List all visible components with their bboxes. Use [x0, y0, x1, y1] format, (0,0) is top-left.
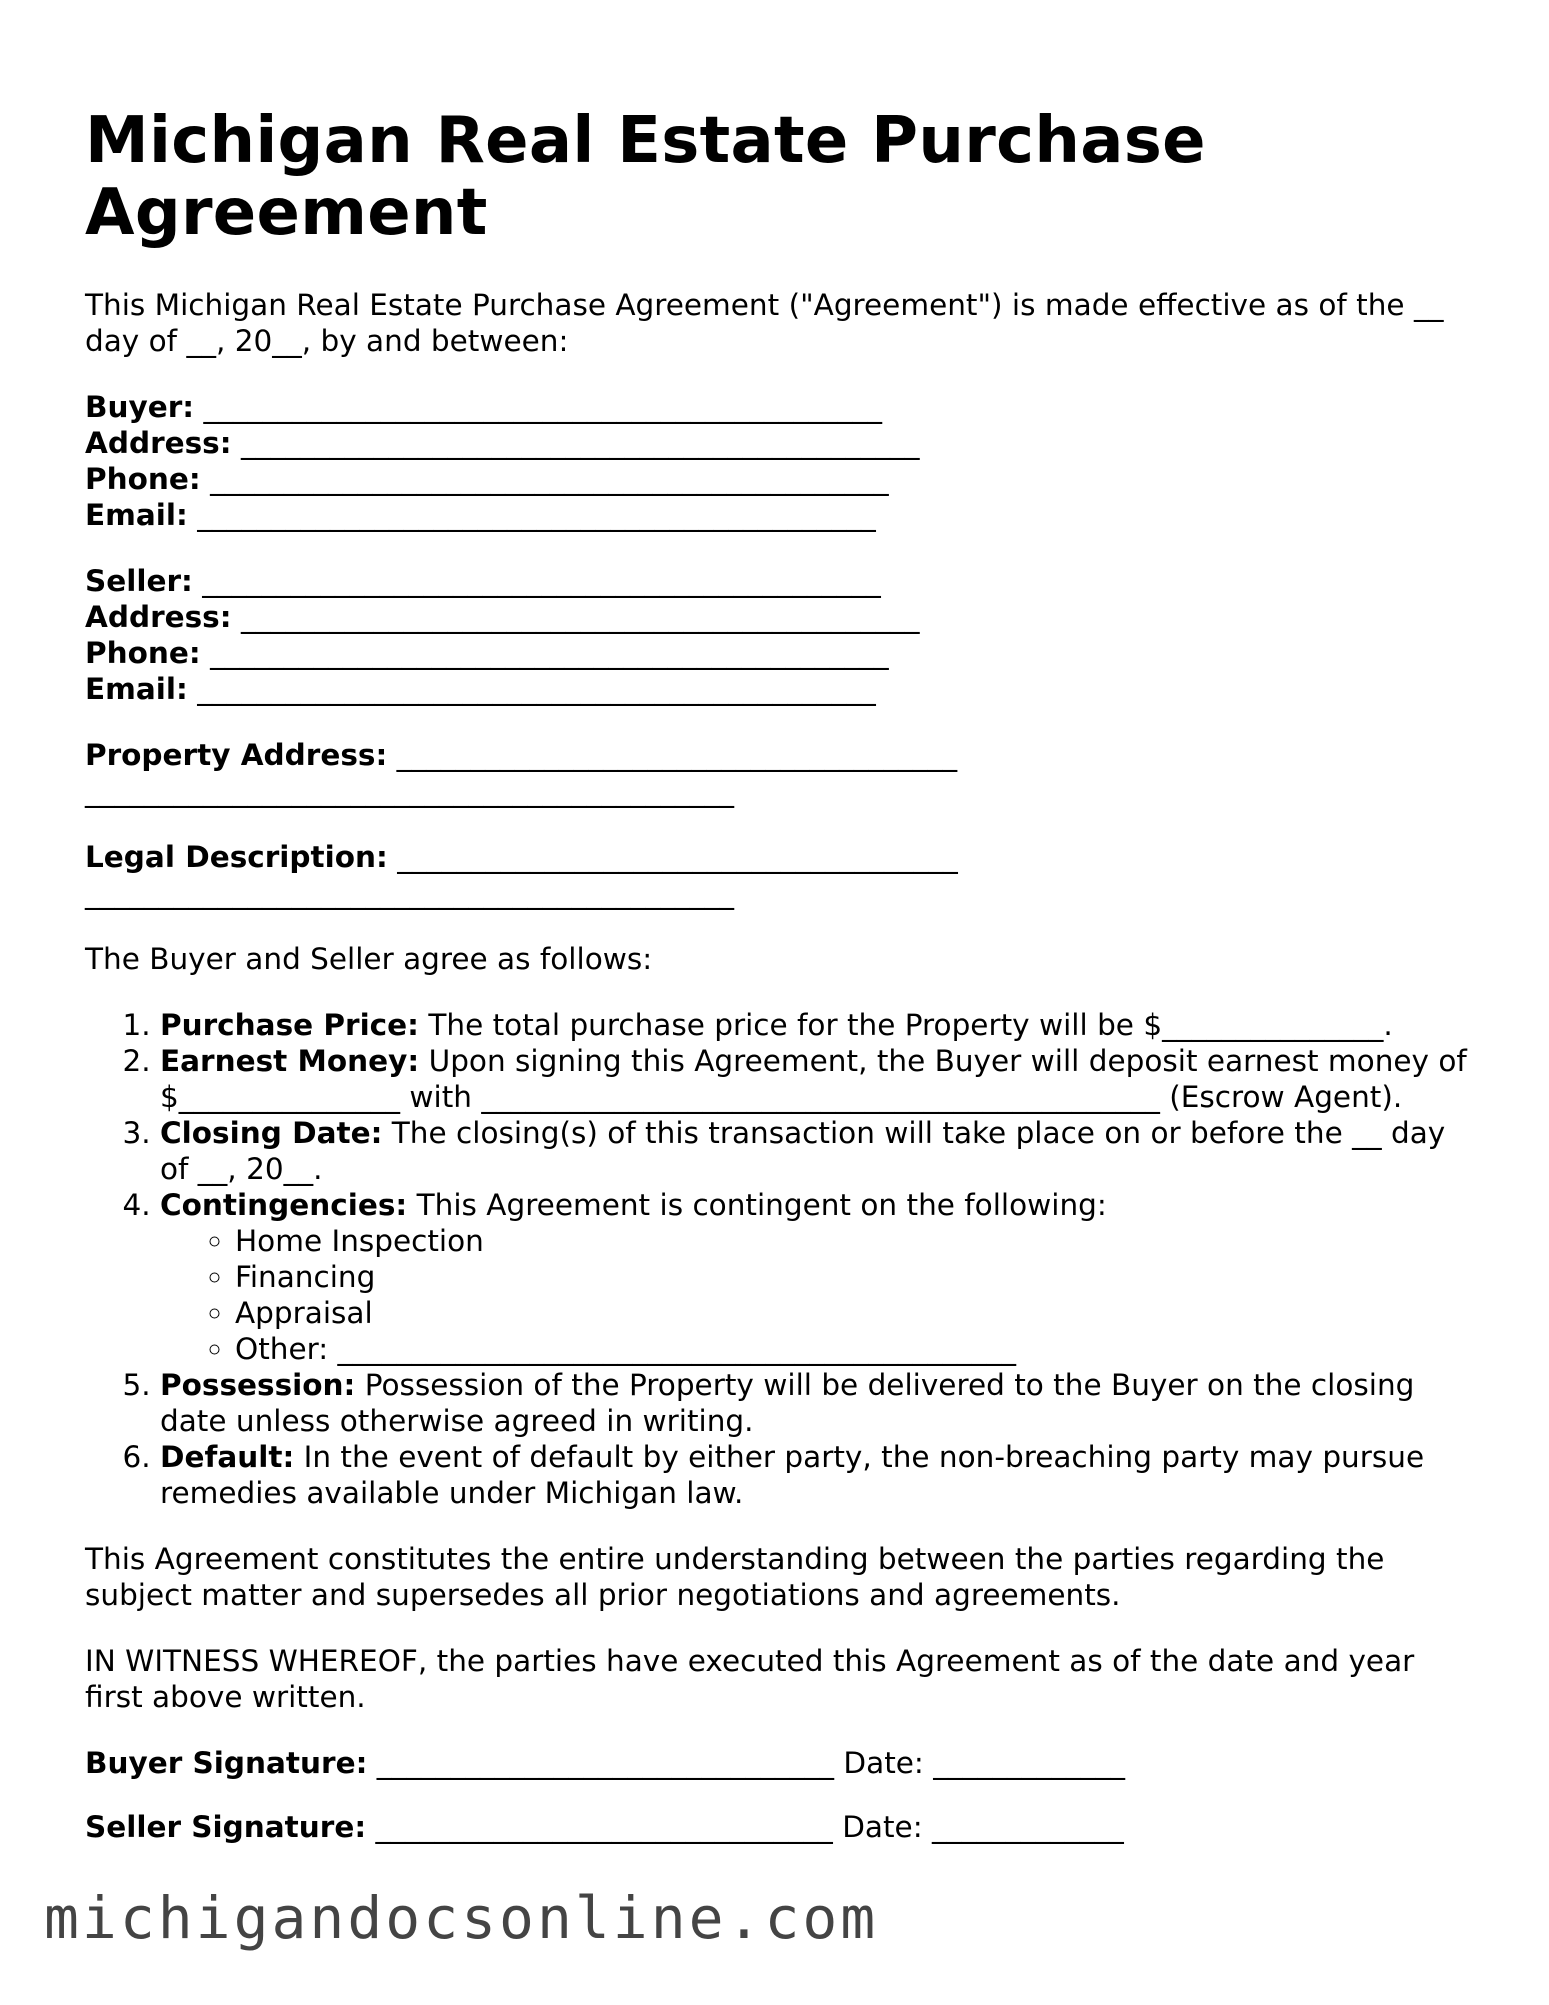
- buyer-date-field[interactable]: _____________: [933, 1746, 1126, 1780]
- legal-description-row: [85, 839, 1475, 875]
- buyer-phone-field[interactable]: ______________________________________________: [210, 462, 889, 496]
- seller-signature-field[interactable]: _______________________________: [375, 1810, 833, 1844]
- seller-signature-row: [85, 1809, 1475, 1845]
- buyer-date-label: Date:: [843, 1746, 924, 1780]
- term-text: The closing(s) of this transaction will take place on or before the __ day of __, 20__.: [160, 1116, 1446, 1186]
- seller-address-field[interactable]: ______________________________________________: [240, 600, 920, 634]
- buyer-address-row: [85, 425, 1475, 461]
- buyer-info-block: [85, 389, 1475, 533]
- buyer-phone-label: Phone:: [85, 462, 201, 496]
- property-address-field-line2[interactable]: ____________________________________________: [85, 774, 734, 808]
- seller-email-row: [85, 671, 1475, 707]
- contingency-financing: ◦ Financing: [235, 1259, 1475, 1295]
- term-text: This Agreement is contingent on the following:: [416, 1188, 1107, 1222]
- buyer-name-row: [85, 389, 1475, 425]
- seller-phone-label: Phone:: [85, 636, 201, 670]
- seller-phone-row: [85, 635, 1475, 671]
- document-page: [85, 105, 1475, 1873]
- legal-description-field-line2[interactable]: ____________________________________________: [85, 876, 734, 910]
- seller-phone-field[interactable]: ______________________________________________: [210, 636, 889, 670]
- contingency-appraisal: ◦ Appraisal: [235, 1295, 1475, 1331]
- legal-description-field[interactable]: ______________________________________: [397, 840, 958, 874]
- term-text: The total purchase price for the Property will be $_______________.: [428, 1008, 1393, 1042]
- seller-date-field[interactable]: _____________: [932, 1810, 1124, 1844]
- buyer-signature-field[interactable]: _______________________________: [376, 1746, 835, 1780]
- term-possession: [160, 1367, 1475, 1439]
- term-contingencies: [160, 1187, 1475, 1367]
- seller-name-row: [85, 563, 1475, 599]
- seller-email-label: Email:: [85, 672, 188, 706]
- term-earnest-money: [160, 1043, 1475, 1115]
- term-text: Possession of the Property will be delivered to the Buyer on the closing date unless otherwise agreed in writing.: [160, 1368, 1415, 1438]
- property-address-row: [85, 737, 1475, 773]
- agree-intro: The Buyer and Seller agree as follows:: [85, 942, 653, 976]
- intro-paragraph: This Michigan Real Estate Purchase Agreement ("Agreement") is made effective as of the __ day of __, 20__, by and between:: [85, 288, 1444, 358]
- seller-signature-label: Seller Signature:: [85, 1810, 367, 1844]
- term-label: Closing Date:: [160, 1116, 383, 1150]
- page-title: Michigan Real Estate Purchase Agreement: [85, 104, 1206, 250]
- term-label: Possession:: [160, 1368, 356, 1402]
- contingency-list: [160, 1223, 1475, 1367]
- buyer-email-field[interactable]: ______________________________________________: [197, 498, 876, 532]
- contingency-other: ◦ Other: ______________________________________________: [235, 1331, 1475, 1367]
- term-purchase-price: [160, 1007, 1475, 1043]
- buyer-address-field[interactable]: ______________________________________________: [240, 426, 920, 460]
- seller-name-label: Seller:: [85, 564, 193, 598]
- seller-address-row: [85, 599, 1475, 635]
- buyer-signature-label: Buyer Signature:: [85, 1746, 368, 1780]
- site-watermark: michigandocsonline.com: [44, 1884, 879, 1952]
- buyer-phone-row: [85, 461, 1475, 497]
- contingency-home-inspection: ◦ Home Inspection: [235, 1223, 1475, 1259]
- witness-paragraph: IN WITNESS WHEREOF, the parties have executed this Agreement as of the date and year first above written.: [85, 1644, 1415, 1714]
- seller-address-label: Address:: [85, 600, 232, 634]
- term-label: Default:: [160, 1440, 295, 1474]
- terms-list: [85, 1007, 1475, 1511]
- property-address-field[interactable]: ______________________________________: [396, 738, 958, 772]
- buyer-name-field[interactable]: ______________________________________________: [203, 390, 882, 424]
- legal-description-block: [85, 839, 1475, 911]
- term-label: Earnest Money:: [160, 1044, 420, 1078]
- term-closing-date: [160, 1115, 1475, 1187]
- property-address-block: [85, 737, 1475, 809]
- term-text: In the event of default by either party, the non-breaching party may pursue remedies available under Michigan law.: [160, 1440, 1425, 1510]
- buyer-email-label: Email:: [85, 498, 188, 532]
- term-label: Purchase Price:: [160, 1008, 419, 1042]
- seller-email-field[interactable]: ______________________________________________: [197, 672, 876, 706]
- entire-agreement-paragraph: This Agreement constitutes the entire understanding between the parties regarding the subject matter and supersedes all prior negotiations and agreements.: [85, 1542, 1385, 1612]
- seller-date-label: Date:: [842, 1810, 923, 1844]
- buyer-address-label: Address:: [85, 426, 232, 460]
- seller-name-field[interactable]: ______________________________________________: [202, 564, 881, 598]
- buyer-email-row: [85, 497, 1475, 533]
- term-default: [160, 1439, 1475, 1511]
- term-text: Upon signing this Agreement, the Buyer will deposit earnest money of $_______________ with ______________________________________________ (Escrow Agent).: [160, 1044, 1467, 1114]
- term-label: Contingencies:: [160, 1188, 408, 1222]
- legal-description-label: Legal Description:: [85, 840, 388, 874]
- seller-info-block: [85, 563, 1475, 707]
- property-address-label: Property Address:: [85, 738, 388, 772]
- buyer-signature-row: [85, 1745, 1475, 1781]
- buyer-name-label: Buyer:: [85, 390, 195, 424]
